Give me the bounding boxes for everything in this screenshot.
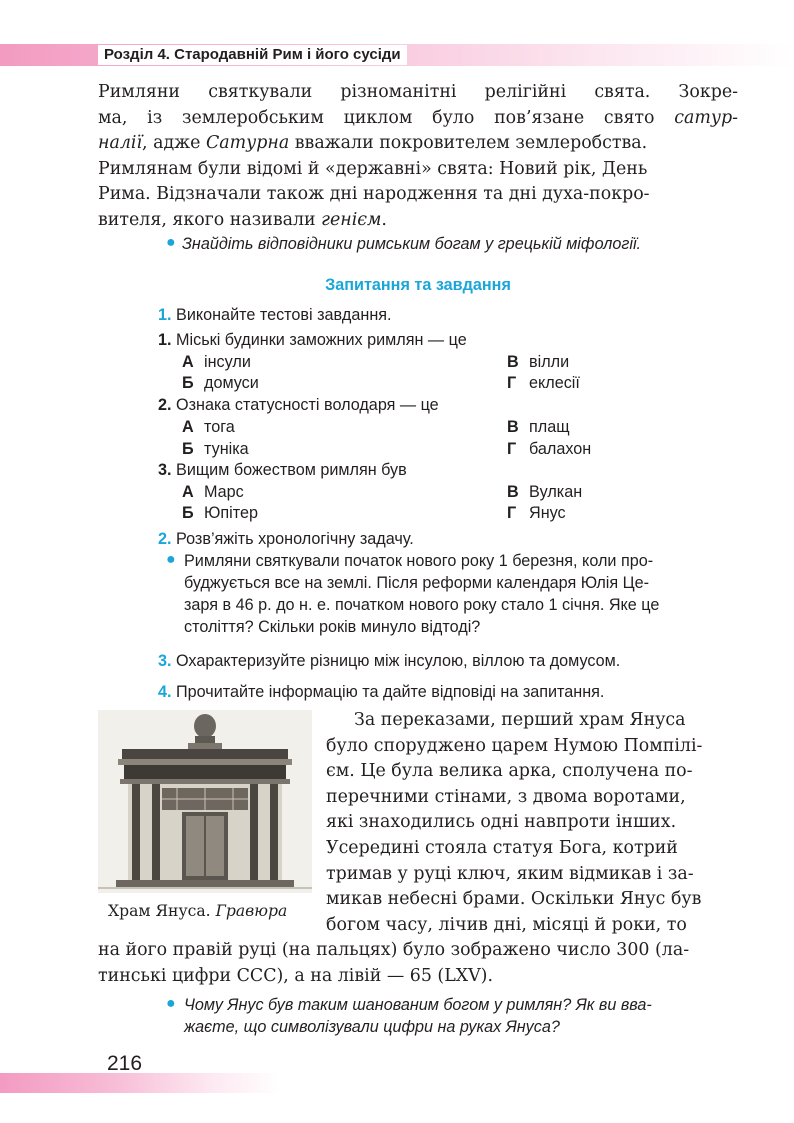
option: Г Янус xyxy=(507,504,566,522)
option: Г балахон xyxy=(507,440,592,458)
text-line: Римлянам були відомі й «державні» свята: Новий рік, День xyxy=(98,158,648,179)
question-1: 1. Міські будинки заможних римлян — це xyxy=(158,331,467,349)
chapter-title: Розділ 4. Стародавній Рим і його сусіди xyxy=(98,45,407,65)
question-3: 3. Вищим божеством римлян був xyxy=(158,461,407,479)
text-line: ма, із землеробським циклом було пов’язане свято сатур- xyxy=(98,107,738,128)
text-line: Римляни святкували різноманітні релігійні свята. Зокре- xyxy=(98,82,738,102)
option: А інсули xyxy=(182,353,251,371)
bullet-dot-icon: ● xyxy=(166,995,176,1012)
text-line: налії, адже Сатурна вважали покровителем землеробства. xyxy=(98,133,648,154)
option: Б туніка xyxy=(182,440,249,458)
bullet-dot-icon: ● xyxy=(166,551,176,568)
option: Б Юпітер xyxy=(182,504,258,522)
text-line: Рима. Відзначали також дні народження та дні духа-покро- xyxy=(98,184,650,205)
janus-paragraph-continued: на його правій руці (на пальцях) було зображено число 300 (ла- тинські цифри CCC), а на лівій — 65 (LXV). xyxy=(98,940,690,986)
task-3: 3. Охарактеризуйте різницю між інсулою, віллою та домусом. xyxy=(158,652,621,670)
option: В вілли xyxy=(507,353,570,371)
text-line: вителя, якого називали генієм. xyxy=(98,209,387,230)
temple-engraving-image xyxy=(98,710,312,893)
task-4: 4. Прочитайте інформацію та дайте відповіді на запитання. xyxy=(158,683,605,701)
intro-paragraph xyxy=(98,80,738,234)
task-bullet: Знайдіть відповідники римським богам у грецькій міфології. xyxy=(182,235,642,253)
section-title: Запитання та завдання xyxy=(325,276,511,294)
option: А Марс xyxy=(182,483,244,501)
task-2: 2. Розв’яжіть хронологічну задачу. xyxy=(158,530,414,548)
option: Г еклесії xyxy=(507,374,580,392)
page-number: 216 xyxy=(107,1052,143,1075)
task-2-bullet: Римляни святкували початок нового року 1 березня, коли про- буджується все на землі. Після реформи календаря Юлія Це- заря в 46 р. до н. е. початком нового року стало 1 січня. Яке це століття? Скільки років минуло відтоді? xyxy=(184,552,660,636)
final-question: Чому Янус був таким шанованим богом у римлян? Як ви вва- жаєте, що символізували цифри на руках Януса? xyxy=(184,996,652,1036)
option: А тога xyxy=(182,418,235,436)
temple-engraving-icon xyxy=(98,710,312,893)
option: В Вулкан xyxy=(507,483,583,501)
footer-band xyxy=(0,1073,280,1093)
bullet-dot-icon: ● xyxy=(166,234,176,251)
task-1: 1. Виконайте тестові завдання. xyxy=(158,306,392,324)
option: Б домуси xyxy=(182,374,259,392)
question-2: 2. Ознака статусності володаря — це xyxy=(158,396,439,414)
janus-paragraph: За переказами, перший храм Януса було споруджено царем Нумою Помпілі- єм. Це була велика арка, сполучена по- перечними стінами, з двома воротами, які знаходились одні навпроти інших. Усередині стояла статуя Бога, котрий тримав у руці ключ, яким відмикав і за- микав небесні брами. Оскільки Янус був богом часу, лічив дні, місяці й роки, то xyxy=(326,710,703,935)
figure-caption: Храм Януса. Гравюра xyxy=(108,902,288,920)
option: В плащ xyxy=(507,418,570,436)
